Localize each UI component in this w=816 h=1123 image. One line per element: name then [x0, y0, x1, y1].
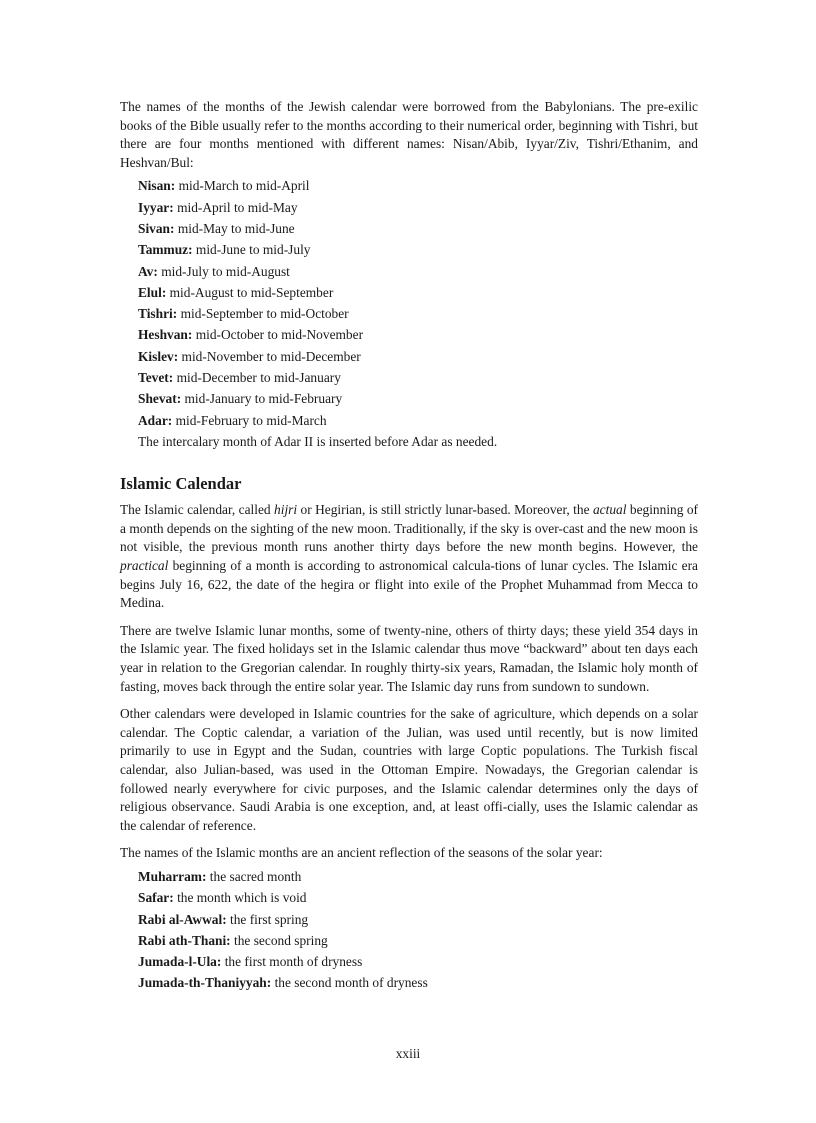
- islamic-paragraph-4: The names of the Islamic months are an ancient reflection of the seasons of the solar year:: [120, 845, 603, 861]
- list-item: Muharram: the sacred month: [138, 868, 302, 884]
- list-item: Sivan: mid-May to mid-June: [138, 220, 295, 236]
- list-item: Adar: mid-February to mid-March: [138, 412, 327, 428]
- list-item: Iyyar: mid-April to mid-May: [138, 199, 298, 215]
- list-item: Safar: the month which is void: [138, 890, 307, 906]
- islamic-paragraph-3: Other calendars were developed in Islamic countries for the sake of agriculture, which depends on a solar calendar. The Coptic calendar, a variation of the Julian, was used until recently, but is now limited primarily to use in Egypt and the Sudan, countries with large Coptic populations. The Turkish fiscal calendar, also Julian-based, was used in the Ottoman Empire. Nowadays, the Gregorian calendar is followed nearly everywhere for civic purposes, and the Islamic calendar determines only the days of religious observance. Saudi Arabia is one exception, and, at least offi-cially, uses the Islamic calendar as the calendar of reference.: [120, 706, 698, 833]
- islamic-months-list: [138, 866, 698, 994]
- jewish-months-list: [138, 175, 698, 452]
- page-number: xxiii: [395, 1046, 421, 1061]
- list-item: Shevat: mid-January to mid-February: [138, 391, 343, 407]
- section-heading: Islamic Calendar: [120, 474, 242, 494]
- intercalary-note: The intercalary month of Adar II is inserted before Adar as needed.: [138, 433, 498, 449]
- list-item: Rabi ath-Thani: the second spring: [138, 932, 328, 948]
- list-item: Tammuz: mid-June to mid-July: [138, 242, 311, 258]
- list-item: Tevet: mid-December to mid-January: [138, 370, 341, 386]
- list-item: Tishri: mid-September to mid-October: [138, 306, 349, 322]
- islamic-paragraph-1: The Islamic calendar, called hijri or Hegirian, is still strictly lunar-based. Moreover, the actual beginning of a month depends on the sighting of the new moon. Traditionally, if the sky is over-cast and the new moon is not visible, the previous month runs another thirty days before the new month begins. However, the practical beginning of a month is according to astronomical calcula-tions of lunar cycles. The Islamic era begins July 16, 622, the date of the hegira or flight into exile of the Prophet Muhammad from Mecca to Medina.: [120, 502, 699, 611]
- list-item: Av: mid-July to mid-August: [138, 263, 290, 279]
- intro-paragraph: The names of the months of the Jewish calendar were borrowed from the Babylonians. The pre-exilic books of the Bible usually refer to the months according to their numerical order, beginning with Tishri, but there are four months mentioned with different names: Nisan/Abib, Iyyar/Ziv, Tishri/Ethanim, and Heshvan/Bul:: [120, 99, 698, 170]
- list-item: Rabi al-Awwal: the first spring: [138, 911, 309, 927]
- list-item: Elul: mid-August to mid-September: [138, 284, 334, 300]
- list-item: Kislev: mid-November to mid-December: [138, 348, 361, 364]
- list-item: Jumada-th-Thaniyyah: the second month of dryness: [138, 975, 428, 991]
- page-body: [120, 98, 698, 994]
- list-item: Heshvan: mid-October to mid-November: [138, 327, 364, 343]
- list-item: Jumada-l-Ula: the first month of dryness: [138, 954, 363, 970]
- list-item: Nisan: mid-March to mid-April: [138, 178, 310, 194]
- islamic-paragraph-2: There are twelve Islamic lunar months, some of twenty-nine, others of thirty days; these yield 354 days in the Islamic year. The fixed holidays set in the Islamic calendar thus move “backward” about ten days each year in relation to the Gregorian calendar. In roughly thirty-six years, Ramadan, the Islamic holy month of fasting, moves back through the entire solar year. The Islamic day runs from sundown to sundown.: [120, 622, 698, 694]
